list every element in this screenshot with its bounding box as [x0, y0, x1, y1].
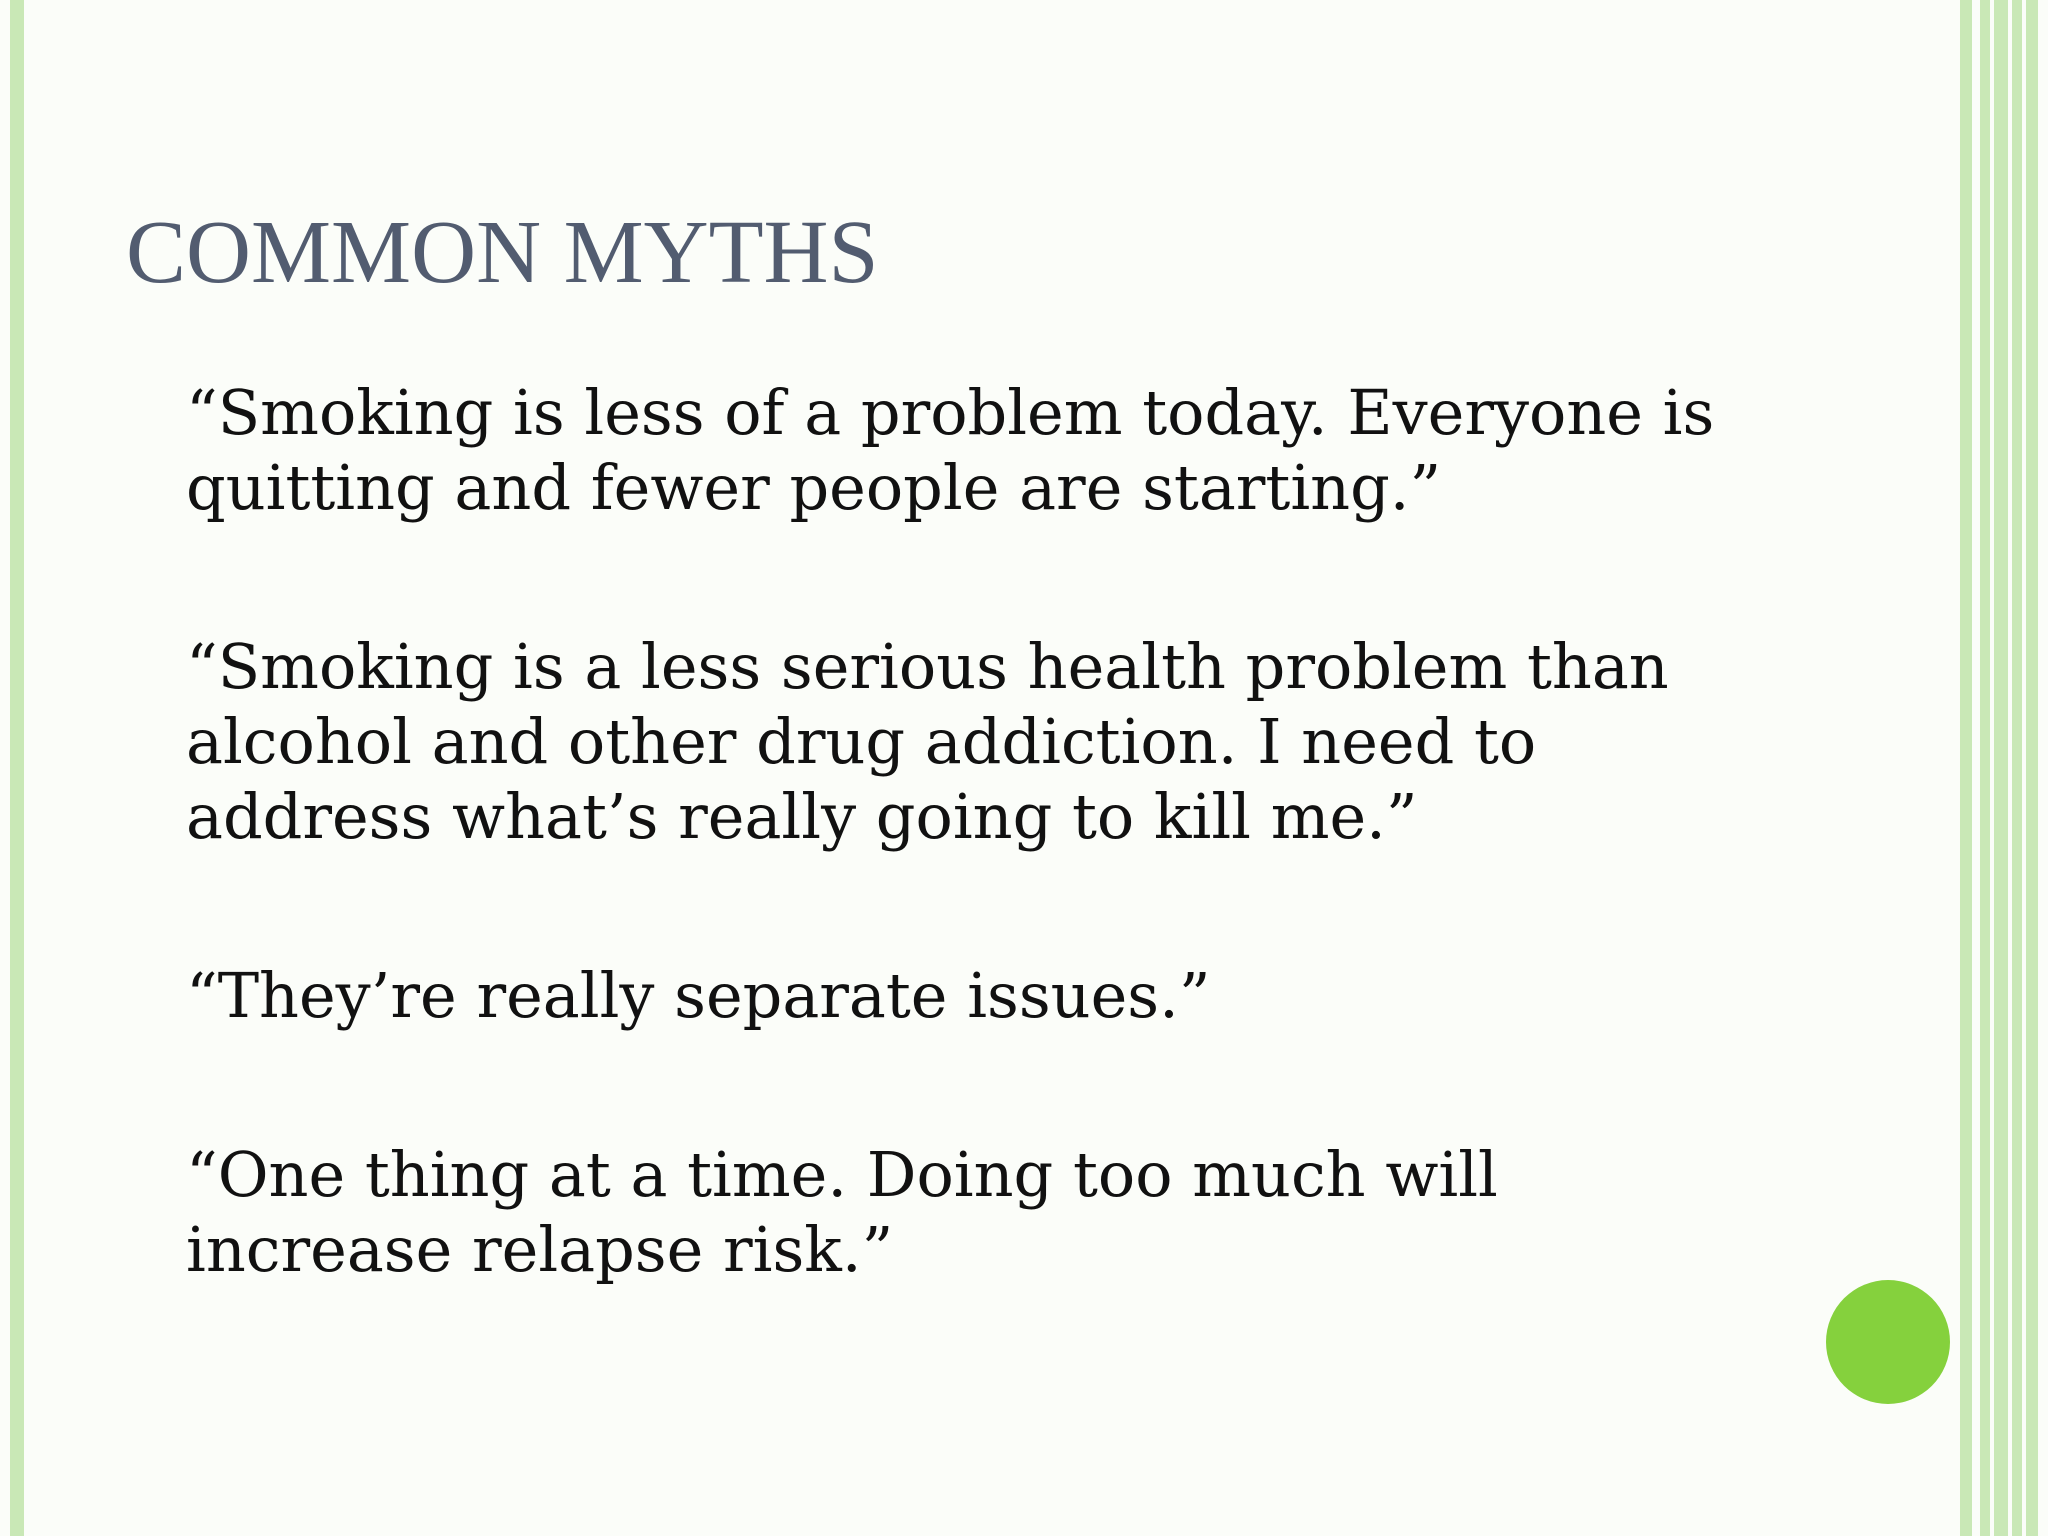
myth-quote-4: “One thing at a time. Doing too much will increase relapse risk.” [186, 1138, 1498, 1286]
right-border-stripe [2026, 0, 2038, 1536]
slide-body [186, 375, 1826, 1287]
left-border-stripe [10, 0, 24, 1536]
right-border-stripe [1980, 0, 1990, 1536]
right-border-stripe [1994, 0, 2008, 1536]
slide-title: COMMON MYTHS [126, 203, 879, 302]
myth-quote-3: “They’re really separate issues.” [186, 959, 1211, 1032]
myth-quote-1: “Smoking is less of a problem today. Everyone is quitting and fewer people are starting.” [186, 376, 1715, 524]
right-border-stripe [2012, 0, 2022, 1536]
green-circle-decoration [1826, 1280, 1950, 1404]
right-border-stripe [1960, 0, 1972, 1536]
myth-quote-2: “Smoking is a less serious health problem than alcohol and other drug addiction. I need to address what’s really going to kill me.” [186, 630, 1669, 853]
